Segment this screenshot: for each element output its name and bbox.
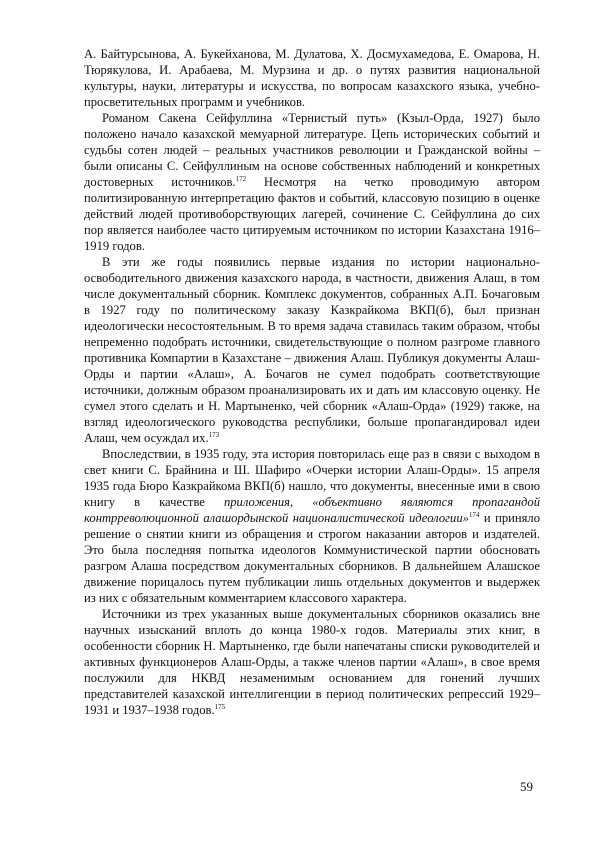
- page-number: 59: [520, 779, 533, 794]
- footnote-ref-175[interactable]: 175: [214, 703, 226, 711]
- paragraph-2-text-a: Романом Сакена Сейфуллина «Тернистый путь» (Кзыл-Орда, 1927) было положено начало казахской мемуарной литературе. Цепь исторических событий и судьбы сотен людей – реальных участников революции и Гражданской войны – были описаны С. Сейфуллиным на основе собственных наблюдений и конкретных достоверных источников.: [84, 111, 540, 189]
- paragraph-2: [84, 110, 540, 254]
- paragraph-3-text: В эти же годы появились первые издания по истории национально-освободительного движения казахского народа, в частности, движения Алаш, в том числе документальный сборник. Комплекс документов, собранных А.П. Бочаговым в 1927 году по политическому заказу Казкрайкома ВКП(б), был признан идеологически несостоятельным. В то время задача ставилась таким образом, чтобы непременно подобрать источники, свидетельствующие о полном разгроме главного противника Компартии в Казахстане – движения Алаш. Публикуя документы Алаш-Орды и партии «Алаш», А. Бочагов не сумел подобрать соответствующие источники, должным образом проанализировать их и дать им классовую оценку. Не сумел этого сделать и Н. Мартыненко, чей сборник «Алаш-Орда» (1929) также, на взгляд идеологического руководства республики, больше пропагандировал идеи Алаш, чем осуждал их.: [84, 255, 540, 445]
- paragraph-1-text: А. Байтурсынова, А. Букейханова, М. Дулатова, Х. Досмухамедова, Е. Омарова, Н. Тюрякулова, И. Арабаева, М. Мурзина и др. о путях развития национальной культуры, науки, литературы и искусства, по вопросам казахского языка, учебно-просветительных программ и учебников.: [84, 47, 540, 109]
- paragraph-5: [84, 606, 540, 718]
- footnote-ref-174[interactable]: 174: [468, 511, 480, 519]
- paragraph-5-text: Источники из трех указанных выше документальных сборников оказались вне научных изысканий вплоть до конца 1980-х годов. Материалы этих книг, в особенности сборник Н. Мартыненко, где были напечатаны списки руководителей и активных функционеров Алаш-Орды, а также членов партии «Алаш», в свое время послужили для НКВД незаменимым основанием для гонений лучших представителей казахской интеллигенции в период политических репрессий 1929–1931 и 1937–1938 годов.: [84, 607, 540, 717]
- page-body: [84, 46, 540, 718]
- paragraph-4-text-a: Впоследствии, в 1935 году, эта история повторилась еще раз в связи с выходом в свет книги С. Брайнина и Ш. Шафиро «Очерки истории Алаш-Орды». 15 апреля 1935 года Бюро Казкрайкома ВКП(б) нашло, что документы, внесенные ими в свою книгу в качестве: [84, 447, 540, 509]
- footnote-ref-173[interactable]: 173: [208, 431, 220, 439]
- paragraph-4-emphasis-quote: «объективно являются пропагандой контрреволюционной алашордынской националистической идеологии»: [84, 495, 541, 525]
- paragraph-4: [84, 446, 540, 606]
- footnote-ref-172[interactable]: 172: [235, 175, 247, 183]
- paragraph-2-text-b: Несмотря на четко проводимую автором политизированную интерпретацию фактов и событий, классовую позицию в оценке действий людей противоборствующих лагерей, сочинение С. Сейфуллина до сих пор является наиболее часто цитируемым источником по истории Казахстана 1916–1919 годов.: [84, 175, 540, 253]
- paragraph-4-text-b: и приняло решение о снятии книги из обращения и строгом наказании авторов и издателей. Это была последняя попытка идеологов Коммунистической партии обосновать разгром Алаша посредством документальных сборников. В дальнейшем Алашское движение порицалось путем публикации лишь отдельных документов и выдержек из них с обязательным комментарием классового характера.: [84, 511, 540, 605]
- paragraph-3: [84, 254, 540, 446]
- paragraph-4-emphasis-appendix: приложения: [223, 495, 291, 509]
- paragraph-4-comma: ,: [290, 495, 313, 509]
- paragraph-1: [84, 46, 540, 110]
